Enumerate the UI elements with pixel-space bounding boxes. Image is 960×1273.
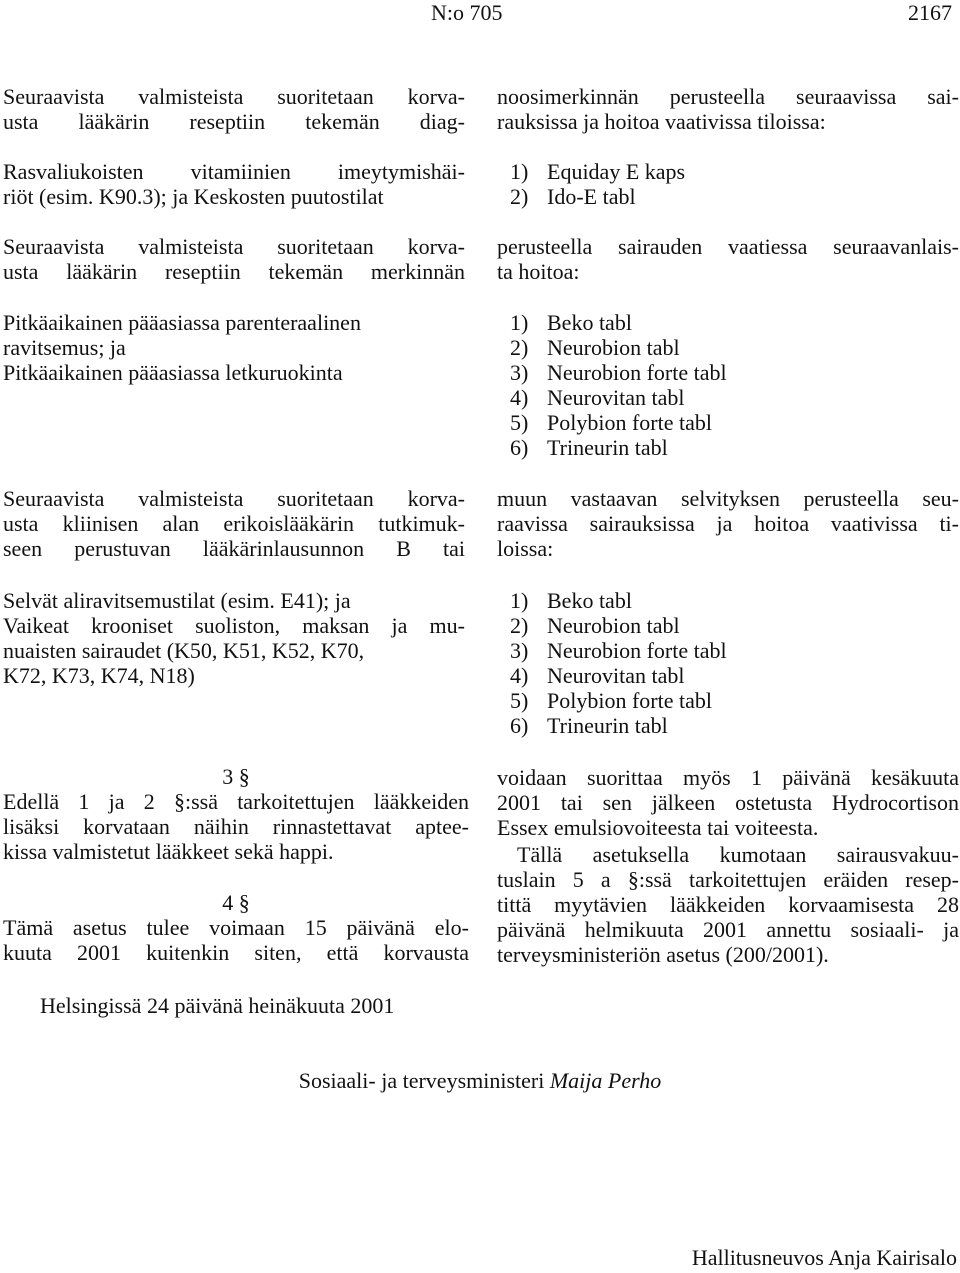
left-block-2 <box>3 159 465 209</box>
text-line: raavissa sairauksissa ja hoitoa vaativissa ti- <box>497 511 959 536</box>
text-line: perusteella sairauden vaatiessa seuraavanlais- <box>497 234 959 259</box>
list-item <box>497 159 959 184</box>
list-text: Neurobion forte tabl <box>547 360 727 385</box>
text-line: terveysministeriön asetus (200/2001). <box>497 942 829 967</box>
list-item <box>497 638 959 663</box>
list-item <box>497 360 959 385</box>
list-item <box>497 335 959 360</box>
text-line: kissa valmistetut lääkkeet sekä happi. <box>3 839 334 864</box>
list-text: Neurobion tabl <box>547 613 680 638</box>
list-number: 1) <box>510 159 529 184</box>
list-number: 2) <box>510 184 529 209</box>
list-text: Polybion forte tabl <box>547 688 712 713</box>
list-number: 6) <box>510 713 529 738</box>
list-number: 3) <box>510 638 529 663</box>
medicine-list-2 <box>497 310 959 460</box>
list-text: Beko tabl <box>547 310 632 335</box>
list-text: Beko tabl <box>547 588 632 613</box>
text-line: nuaisten sairaudet (K50, K51, K52, K70, <box>3 638 365 663</box>
text-line: usta lääkärin reseptiin tekemän diag- <box>3 109 465 134</box>
text-line: 2001 tai sen jälkeen ostetusta Hydrocortison <box>497 790 959 815</box>
list-item <box>497 435 959 460</box>
right-block-4 <box>497 765 959 840</box>
list-number: 2) <box>510 335 529 360</box>
list-number: 3) <box>510 360 529 385</box>
list-number: 4) <box>510 385 529 410</box>
page-label: N:o 705 <box>431 0 503 25</box>
list-item <box>497 663 959 688</box>
text-line: K72, K73, K74, N18) <box>3 663 195 688</box>
text-line: Tällä asetuksella kumotaan sairausvakuu- <box>517 842 959 867</box>
text-line: Seuraavista valmisteista suoritetaan korva- <box>3 234 465 259</box>
text-line: loissa: <box>497 536 554 561</box>
section-4 <box>3 890 469 965</box>
left-block-3 <box>3 234 465 284</box>
text-line: Selvät aliravitsemustilat (esim. E41); ja <box>3 588 351 613</box>
text-line: muun vastaavan selvityksen perusteella seu- <box>497 486 959 511</box>
left-block-6 <box>3 588 465 688</box>
list-text: Trineurin tabl <box>547 435 668 460</box>
text-line: päivänä helmikuuta 2001 annettu sosiaali- ja <box>497 917 959 942</box>
text-line: kuuta 2001 kuitenkin siten, että korvausta <box>3 940 469 965</box>
list-item <box>497 310 959 335</box>
list-number: 6) <box>510 435 529 460</box>
right-block-1 <box>497 84 959 134</box>
right-block-3 <box>497 486 959 561</box>
left-block-1 <box>3 84 465 134</box>
list-number: 1) <box>510 588 529 613</box>
list-number: 4) <box>510 663 529 688</box>
list-text: Equiday E kaps <box>547 159 686 184</box>
text-line: Seuraavista valmisteista suoritetaan korva- <box>3 486 465 511</box>
text-line: riöt (esim. K90.3); ja Keskosten puutostilat <box>3 184 384 209</box>
text-line: tuslain 5 a §:ssä tarkoitettujen eräiden resep- <box>497 867 959 892</box>
list-item <box>497 688 959 713</box>
list-item <box>497 385 959 410</box>
place-date: Helsingissä 24 päivänä heinäkuuta 2001 <box>40 993 395 1018</box>
text-line: seen perustuvan lääkärinlausunnon B tai <box>3 536 465 561</box>
text-line: usta kliinisen alan erikoislääkärin tutkimuk- <box>3 511 465 536</box>
section-3 <box>3 764 469 864</box>
text-line: Pitkäaikainen pääasiassa parenteraalinen <box>3 310 361 335</box>
section-heading: 4 § <box>222 890 250 915</box>
left-block-4 <box>3 310 465 385</box>
text-line: noosimerkinnän perusteella seuraavissa sai- <box>497 84 959 109</box>
text-line: Seuraavista valmisteista suoritetaan korva- <box>3 84 465 109</box>
medicine-list-3 <box>497 588 959 738</box>
list-item <box>497 588 959 613</box>
list-item <box>497 613 959 638</box>
text-line: Vaikeat krooniset suoliston, maksan ja mu- <box>3 613 465 638</box>
list-number: 2) <box>510 613 529 638</box>
list-text: Polybion forte tabl <box>547 410 712 435</box>
list-number: 5) <box>510 688 529 713</box>
list-number: 1) <box>510 310 529 335</box>
medicine-list-1 <box>497 159 959 209</box>
text-line: voidaan suorittaa myös 1 päivänä kesäkuuta <box>497 765 959 790</box>
list-number: 5) <box>510 410 529 435</box>
text-line: usta lääkärin reseptiin tekemän merkinnän <box>3 259 465 284</box>
list-text: Trineurin tabl <box>547 713 668 738</box>
text-line: Essex emulsiovoiteesta tai voiteesta. <box>497 815 819 840</box>
minister-name: Maija Perho <box>549 1068 662 1093</box>
list-text: Neurovitan tabl <box>547 385 685 410</box>
left-block-5 <box>3 486 465 561</box>
text-line: Rasvaliukoisten vitamiinien imeytymishäi- <box>3 159 465 184</box>
list-text: Neurobion forte tabl <box>547 638 727 663</box>
text-line: Pitkäaikainen pääasiassa letkuruokinta <box>3 360 343 385</box>
list-text: Ido-E tabl <box>547 184 636 209</box>
section-heading: 3 § <box>222 764 250 789</box>
list-item <box>497 410 959 435</box>
signature-official: Hallitusneuvos Anja Kairisalo <box>691 1245 957 1270</box>
signature-minister <box>0 1068 960 1093</box>
page-number: 2167 <box>908 0 952 25</box>
text-line: lisäksi korvataan näihin rinnastettavat aptee- <box>3 814 469 839</box>
text-line: tittä myytävien lääkkeiden korvaamisesta 28 <box>497 892 959 917</box>
right-block-5 <box>497 842 959 967</box>
text-line: Edellä 1 ja 2 §:ssä tarkoitettujen lääkkeiden <box>3 789 469 814</box>
minister-title: Sosiaali- ja terveysministeri <box>298 1068 545 1093</box>
text-line: Tämä asetus tulee voimaan 15 päivänä elo- <box>3 915 469 940</box>
list-text: Neurovitan tabl <box>547 663 685 688</box>
list-text: Neurobion tabl <box>547 335 680 360</box>
right-block-2 <box>497 234 959 284</box>
text-line: rauksissa ja hoitoa vaativissa tiloissa: <box>497 109 826 134</box>
list-item <box>497 184 959 209</box>
text-line: ravitsemus; ja <box>3 335 126 360</box>
text-line: ta hoitoa: <box>497 259 580 284</box>
list-item <box>497 713 959 738</box>
